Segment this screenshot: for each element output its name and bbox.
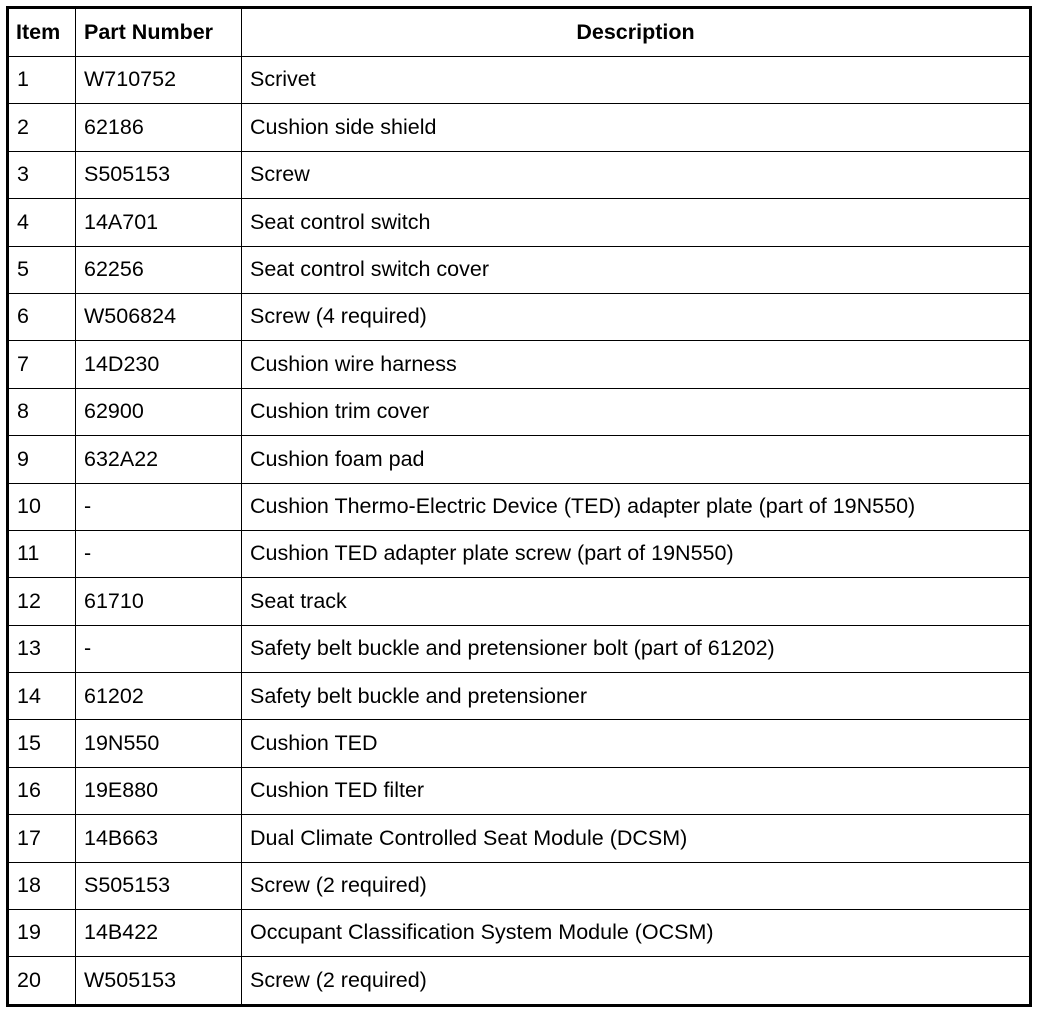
header-row <box>8 8 1031 57</box>
cell-item: 13 <box>8 625 76 672</box>
cell-description: Dual Climate Controlled Seat Module (DCSM) <box>242 815 1031 862</box>
table-row <box>8 57 1031 104</box>
cell-part-number: W505153 <box>76 957 242 1005</box>
cell-description: Cushion TED adapter plate screw (part of 19N550) <box>242 530 1031 577</box>
cell-part-number: - <box>76 625 242 672</box>
table-row <box>8 341 1031 388</box>
cell-part-number: 61202 <box>76 673 242 720</box>
table-row <box>8 862 1031 909</box>
table-row <box>8 578 1031 625</box>
cell-item: 17 <box>8 815 76 862</box>
cell-part-number: W506824 <box>76 293 242 340</box>
table-row <box>8 293 1031 340</box>
table-row <box>8 767 1031 814</box>
cell-description: Cushion wire harness <box>242 341 1031 388</box>
table-body <box>8 57 1031 1006</box>
cell-description: Screw (2 required) <box>242 957 1031 1005</box>
cell-description: Seat track <box>242 578 1031 625</box>
cell-part-number: W710752 <box>76 57 242 104</box>
cell-description: Screw (2 required) <box>242 862 1031 909</box>
header-item: Item <box>8 8 76 57</box>
table-row <box>8 388 1031 435</box>
cell-part-number: 19E880 <box>76 767 242 814</box>
cell-item: 11 <box>8 530 76 577</box>
cell-item: 16 <box>8 767 76 814</box>
cell-description: Safety belt buckle and pretensioner bolt (part of 61202) <box>242 625 1031 672</box>
cell-description: Safety belt buckle and pretensioner <box>242 673 1031 720</box>
cell-part-number: 19N550 <box>76 720 242 767</box>
cell-description: Occupant Classification System Module (OCSM) <box>242 910 1031 957</box>
cell-item: 12 <box>8 578 76 625</box>
cell-part-number: 14A701 <box>76 199 242 246</box>
cell-item: 8 <box>8 388 76 435</box>
cell-description: Cushion Thermo-Electric Device (TED) adapter plate (part of 19N550) <box>242 483 1031 530</box>
cell-item: 2 <box>8 104 76 151</box>
cell-item: 9 <box>8 436 76 483</box>
header-description: Description <box>242 8 1031 57</box>
cell-part-number: 14B663 <box>76 815 242 862</box>
table-row <box>8 910 1031 957</box>
cell-description: Seat control switch cover <box>242 246 1031 293</box>
cell-part-number: S505153 <box>76 862 242 909</box>
table-row <box>8 199 1031 246</box>
cell-description: Screw (4 required) <box>242 293 1031 340</box>
cell-description: Cushion TED <box>242 720 1031 767</box>
cell-item: 18 <box>8 862 76 909</box>
table-row <box>8 246 1031 293</box>
cell-part-number: 632A22 <box>76 436 242 483</box>
table-row <box>8 673 1031 720</box>
cell-part-number: 62256 <box>76 246 242 293</box>
cell-description: Scrivet <box>242 57 1031 104</box>
cell-description: Cushion side shield <box>242 104 1031 151</box>
cell-item: 5 <box>8 246 76 293</box>
table-row <box>8 957 1031 1005</box>
parts-table <box>6 6 1032 1007</box>
cell-item: 20 <box>8 957 76 1005</box>
cell-part-number: S505153 <box>76 151 242 198</box>
cell-item: 7 <box>8 341 76 388</box>
cell-description: Screw <box>242 151 1031 198</box>
cell-part-number: 14D230 <box>76 341 242 388</box>
cell-part-number: 62900 <box>76 388 242 435</box>
cell-item: 3 <box>8 151 76 198</box>
cell-item: 14 <box>8 673 76 720</box>
cell-item: 19 <box>8 910 76 957</box>
cell-part-number: 61710 <box>76 578 242 625</box>
cell-description: Cushion trim cover <box>242 388 1031 435</box>
cell-part-number: - <box>76 530 242 577</box>
table-row <box>8 815 1031 862</box>
table-header <box>8 8 1031 57</box>
cell-description: Cushion TED filter <box>242 767 1031 814</box>
cell-item: 15 <box>8 720 76 767</box>
table-row <box>8 104 1031 151</box>
table-row <box>8 151 1031 198</box>
table-row <box>8 625 1031 672</box>
table-row <box>8 483 1031 530</box>
cell-item: 10 <box>8 483 76 530</box>
cell-description: Seat control switch <box>242 199 1031 246</box>
cell-part-number: 62186 <box>76 104 242 151</box>
table-row <box>8 530 1031 577</box>
cell-item: 4 <box>8 199 76 246</box>
cell-item: 6 <box>8 293 76 340</box>
cell-item: 1 <box>8 57 76 104</box>
cell-part-number: 14B422 <box>76 910 242 957</box>
cell-description: Cushion foam pad <box>242 436 1031 483</box>
cell-part-number: - <box>76 483 242 530</box>
table-row <box>8 720 1031 767</box>
header-part-number: Part Number <box>76 8 242 57</box>
table-row <box>8 436 1031 483</box>
